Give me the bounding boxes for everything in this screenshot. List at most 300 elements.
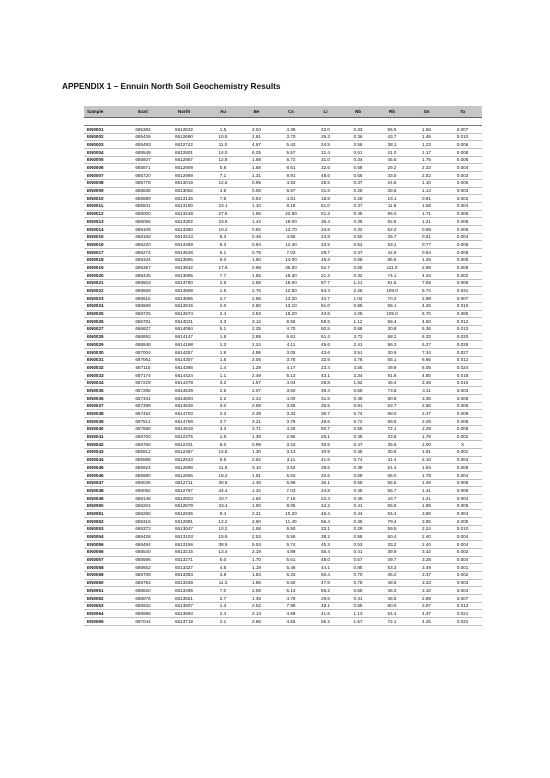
table-cell-au: 10.5 xyxy=(206,133,240,141)
table-cell-north: 6614084 xyxy=(162,325,206,333)
table-cell-cs: 3.23 xyxy=(273,441,309,449)
table-cell-au: 12.8 xyxy=(206,156,240,164)
table-cell-li: 18.8 xyxy=(309,195,342,203)
table-cell-east: 687285 xyxy=(124,387,162,395)
table-cell-li: 55.2 xyxy=(309,618,342,626)
table-cell-be: 0.82 xyxy=(240,225,273,233)
table-cell-sn: 1.91 xyxy=(410,448,443,456)
table-cell-north: 6613019 xyxy=(162,179,206,187)
table-cell-au: 7.1 xyxy=(206,172,240,180)
table-cell-rb: 74.1 xyxy=(374,272,410,280)
column-header-rb: Rb xyxy=(374,106,410,118)
table-cell-li: 61.0 xyxy=(309,302,342,310)
table-cell-ta: 0.021 xyxy=(443,610,482,618)
table-cell-sn: 2.88 xyxy=(410,295,443,303)
table-cell-sn: 5.72 xyxy=(410,287,443,295)
table-cell-nb: 0.85 xyxy=(342,564,374,572)
table-cell-li: 31.6 xyxy=(309,395,342,403)
table-cell-north: 6614649 xyxy=(162,402,206,410)
table-cell-nb: 4.76 xyxy=(342,356,374,364)
table-cell-east: 685607 xyxy=(124,156,162,164)
table-row xyxy=(84,502,482,510)
table-cell-li: 46.4 xyxy=(309,510,342,518)
table-cell-sn: 3.28 xyxy=(410,556,443,564)
table-cell-east: 686334 xyxy=(124,256,162,264)
table-cell-rb: 30.8 xyxy=(374,448,410,456)
table-cell-sample: EN0024 xyxy=(84,302,124,310)
table-cell-north: 6613136 xyxy=(162,195,206,203)
table-cell-li: 48.0 xyxy=(309,556,342,564)
table-cell-li: 34.8 xyxy=(309,225,342,233)
table-cell-ta: 0.004 xyxy=(443,233,482,241)
table-cell-au: 33.4 xyxy=(206,502,240,510)
table-cell-nb: 0.58 xyxy=(342,479,374,487)
table-cell-east: 687174 xyxy=(124,372,162,380)
table-cell-rb: 62.5 xyxy=(374,218,410,226)
table-cell-sample: EN0012 xyxy=(84,210,124,218)
table-cell-nb: 0.36 xyxy=(342,218,374,226)
table-cell-ta: 0.003 xyxy=(443,172,482,180)
table-cell-cs: 3.05 xyxy=(273,348,309,356)
table-cell-north: 6613865 xyxy=(162,295,206,303)
table-cell-ta: 0.002 xyxy=(443,272,482,280)
table-cell-east: 686596 xyxy=(124,556,162,564)
table-cell-be: 1.68 xyxy=(240,164,273,172)
table-cell-be: 2.04 xyxy=(240,126,273,134)
table-cell-li: 22.0 xyxy=(309,126,342,134)
table-cell-li: 34.2 xyxy=(309,502,342,510)
table-cell-east: 686837 xyxy=(124,325,162,333)
table-cell-be: 1.50 xyxy=(240,256,273,264)
table-cell-ta: 0.005 xyxy=(443,179,482,187)
table-cell-au: 5.1 xyxy=(206,325,240,333)
table-cell-east: 686540 xyxy=(124,548,162,556)
table-cell-ta: 0.006 xyxy=(443,402,482,410)
table-cell-north: 6612487 xyxy=(162,448,206,456)
table-cell-sn: 3.10 xyxy=(410,587,443,595)
table-cell-au: 4.6 xyxy=(206,564,240,572)
table-cell-sn: 3.42 xyxy=(410,548,443,556)
table-cell-au: 2.3 xyxy=(206,410,240,418)
table-cell-sn: 4.25 xyxy=(410,618,443,626)
table-cell-ta: 0.024 xyxy=(443,364,482,372)
table-cell-cs: 12.40 xyxy=(273,241,309,249)
table-cell-sample: EN0022 xyxy=(84,287,124,295)
table-cell-nb: 0.36 xyxy=(342,133,374,141)
table-cell-au: 5.0 xyxy=(206,556,240,564)
table-cell-ta: 0.004 xyxy=(443,587,482,595)
table-cell-sn: 1.78 xyxy=(410,471,443,479)
table-cell-sn: 1.21 xyxy=(410,495,443,503)
table-cell-li: 54.7 xyxy=(309,264,342,272)
table-cell-sample: EN0054 xyxy=(84,533,124,541)
table-cell-li: 39.6 xyxy=(309,464,342,472)
table-cell-sample: EN0057 xyxy=(84,556,124,564)
table-cell-cs: 4.83 xyxy=(273,618,309,626)
table-cell-sn: 2.29 xyxy=(410,425,443,433)
table-cell-cs: 18.00 xyxy=(273,218,309,226)
table-cell-sample: EN0058 xyxy=(84,564,124,572)
table-cell-north: 6613413 xyxy=(162,233,206,241)
table-cell-li: 22.4 xyxy=(309,495,342,503)
table-cell-ta: 0.004 xyxy=(443,541,482,549)
column-header-north: North xyxy=(162,106,206,118)
table-cell-ta: 0.006 xyxy=(443,225,482,233)
table-cell-nb: 0.88 xyxy=(342,325,374,333)
table-cell-li: 43.1 xyxy=(309,372,342,380)
table-cell-au: 43.7 xyxy=(206,495,240,503)
table-cell-li: 41.6 xyxy=(309,610,342,618)
table-cell-li: 61.3 xyxy=(309,210,342,218)
table-row xyxy=(84,149,482,157)
table-cell-au: 1.5 xyxy=(206,356,240,364)
table-cell-rb: 69.5 xyxy=(374,418,410,426)
table-cell-nb: 0.35 xyxy=(342,448,374,456)
table-cell-rb: 64.4 xyxy=(374,610,410,618)
table-cell-rb: 25.7 xyxy=(374,233,410,241)
table-cell-nb: 0.47 xyxy=(342,441,374,449)
table-cell-sn: 0.84 xyxy=(410,249,443,257)
table-cell-nb: 0.52 xyxy=(342,241,374,249)
table-cell-nb: 0.65 xyxy=(342,587,374,595)
table-cell-sample: EN0021 xyxy=(84,279,124,287)
table-cell-cs: 3.11 xyxy=(273,456,309,464)
table-cell-sn: 2.89 xyxy=(410,264,443,272)
table-cell-au: 2.4 xyxy=(206,610,240,618)
table-cell-be: 1.31 xyxy=(240,172,273,180)
table-cell-sn: 1.17 xyxy=(410,149,443,157)
table-row xyxy=(84,364,482,372)
table-cell-nb: 0.56 xyxy=(342,141,374,149)
table-cell-east: 686559 xyxy=(124,287,162,295)
table-cell-nb: 1.62 xyxy=(342,379,374,387)
table-cell-sample: EN0018 xyxy=(84,256,124,264)
table-cell-au: 1.4 xyxy=(206,364,240,372)
table-cell-ta: 0.006 xyxy=(443,141,482,149)
table-cell-cs: 13.10 xyxy=(273,302,309,310)
page-title: APPENDIX 1 – Ennuin North Soil Geochemistry Results xyxy=(62,81,281,91)
table-cell-au: 2.7 xyxy=(206,418,240,426)
table-cell-ta: 0.008 xyxy=(443,149,482,157)
table-row xyxy=(84,187,482,195)
table-cell-rb: 55.5 xyxy=(374,479,410,487)
table-cell-rb: 11.6 xyxy=(374,202,410,210)
table-cell-ta: 0.004 xyxy=(443,164,482,172)
table-cell-cs: 36.60 xyxy=(273,264,309,272)
table-cell-rb: 66.5 xyxy=(374,126,410,134)
table-row xyxy=(84,594,482,602)
table-cell-ta: 0.003 xyxy=(443,579,482,587)
table-cell-cs: 4.17 xyxy=(273,364,309,372)
column-header-sample: Sample xyxy=(84,106,124,118)
table-cell-be: 2.59 xyxy=(240,402,273,410)
table-cell-east: 685720 xyxy=(124,172,162,180)
table-cell-nb: 0.32 xyxy=(342,225,374,233)
table-row xyxy=(84,448,482,456)
table-cell-north: 6612375 xyxy=(162,433,206,441)
table-cell-cs: 18.50 xyxy=(273,279,309,287)
table-cell-north: 6612879 xyxy=(162,502,206,510)
table-cell-north: 6614478 xyxy=(162,379,206,387)
table-cell-sn: 1.94 xyxy=(410,464,443,472)
table-cell-ta: 0.005 xyxy=(443,418,482,426)
results-table xyxy=(84,106,482,626)
table-cell-sample: EN0009 xyxy=(84,187,124,195)
table-row xyxy=(84,172,482,180)
table-cell-rb: 84.4 xyxy=(374,510,410,518)
table-cell-rb: 111.0 xyxy=(374,264,410,272)
table-cell-cs: 5.48 xyxy=(273,564,309,572)
table-cell-rb: 41.0 xyxy=(374,149,410,157)
table-row xyxy=(84,256,482,264)
table-cell-cs: 3.13 xyxy=(273,448,309,456)
table-cell-rb: 61.4 xyxy=(374,464,410,472)
table-cell-be: 3.10 xyxy=(240,464,273,472)
table-cell-ta: 0.013 xyxy=(443,325,482,333)
table-cell-north: 6612969 xyxy=(162,172,206,180)
table-cell-cs: 8.05 xyxy=(273,502,309,510)
table-cell-sn: 2.24 xyxy=(410,525,443,533)
table-cell-li: 31.6 xyxy=(309,187,342,195)
table-cell-north: 6613215 xyxy=(162,548,206,556)
table-cell-ta: 0.007 xyxy=(443,126,482,134)
table-cell-au: 17.9 xyxy=(206,264,240,272)
table-cell-sample: EN0016 xyxy=(84,241,124,249)
table-row xyxy=(84,372,482,380)
table-cell-sample: EN0019 xyxy=(84,264,124,272)
table-row xyxy=(84,610,482,618)
table-cell-sn: 2.47 xyxy=(410,410,443,418)
table-cell-sn: 7.59 xyxy=(410,279,443,287)
table-cell-north: 6613327 xyxy=(162,564,206,572)
table-cell-au: 1.8 xyxy=(206,333,240,341)
table-cell-au: 2.4 xyxy=(206,310,240,318)
table-cell-north: 6614539 xyxy=(162,387,206,395)
table-cell-rb: 46.4 xyxy=(374,379,410,387)
table-cell-sn: 1.56 xyxy=(410,126,443,134)
table-cell-cs: 7.16 xyxy=(273,495,309,503)
table-cell-sn: 1.88 xyxy=(410,502,443,510)
table-cell-ta: 0.004 xyxy=(443,456,482,464)
table-cell-rb: 46.0 xyxy=(374,587,410,595)
table-cell-sample: EN0041 xyxy=(84,433,124,441)
table-cell-sample: EN0014 xyxy=(84,225,124,233)
table-cell-au: 13.4 xyxy=(206,548,240,556)
table-row xyxy=(84,464,482,472)
table-cell-nb: 0.72 xyxy=(342,418,374,426)
table-cell-rb: 43.7 xyxy=(374,133,410,141)
table-cell-be: 2.60 xyxy=(240,518,273,526)
table-cell-nb: 0.57 xyxy=(342,556,374,564)
table-cell-ta: 0.010 xyxy=(443,133,482,141)
table-cell-au: 30.9 xyxy=(206,479,240,487)
table-cell-sn: 7.34 xyxy=(410,348,443,356)
table-cell-north: 6614703 xyxy=(162,410,206,418)
table-cell-be: 1.10 xyxy=(240,202,273,210)
table-cell-nb: 1.02 xyxy=(342,295,374,303)
table-cell-east: 686484 xyxy=(124,541,162,549)
table-cell-cs: 5.13 xyxy=(273,587,309,595)
table-cell-au: 1.3 xyxy=(206,341,240,349)
table-cell-rb: 56.4 xyxy=(374,318,410,326)
table-cell-nb: 4.26 xyxy=(342,310,374,318)
table-cell-sn: 2.10 xyxy=(410,456,443,464)
table-cell-nb: 0.48 xyxy=(342,395,374,403)
table-cell-ta: 0.006 xyxy=(443,279,482,287)
table-cell-nb: 0.37 xyxy=(342,179,374,187)
table-cell-east: 686000 xyxy=(124,210,162,218)
table-row xyxy=(84,287,482,295)
table-cell-au: 7.7 xyxy=(206,272,240,280)
table-cell-cs: 4.89 xyxy=(273,548,309,556)
table-cell-be: 3.83 xyxy=(240,310,273,318)
table-cell-rb: 35.6 xyxy=(374,441,410,449)
table-cell-sample: EN0052 xyxy=(84,518,124,526)
table-cell-ta: 0.009 xyxy=(443,410,482,418)
table-cell-north: 6614198 xyxy=(162,341,206,349)
table-cell-north: 6614307 xyxy=(162,356,206,364)
table-cell-au: 11.3 xyxy=(206,579,240,587)
table-cell-nb: 0.68 xyxy=(342,387,374,395)
table-cell-east: 687229 xyxy=(124,379,162,387)
table-cell-east: 686615 xyxy=(124,295,162,303)
table-cell-li: 61.4 xyxy=(309,333,342,341)
table-cell-rb: 55.7 xyxy=(374,487,410,495)
table-cell-li: 24.5 xyxy=(309,141,342,149)
table-cell-be: 2.81 xyxy=(240,133,273,141)
table-cell-east: 686166 xyxy=(124,233,162,241)
table-cell-cs: 11.40 xyxy=(273,518,309,526)
table-cell-nb: 0.61 xyxy=(342,149,374,157)
table-cell-cs: 6.50 xyxy=(273,525,309,533)
column-header-cs: Cs xyxy=(273,106,309,118)
table-cell-north: 6613808 xyxy=(162,287,206,295)
table-cell-east: 686503 xyxy=(124,279,162,287)
table-cell-nb: 2.41 xyxy=(342,341,374,349)
table-cell-li: 30.9 xyxy=(309,448,342,456)
table-cell-east: 686260 xyxy=(124,510,162,518)
table-cell-sn: 1.75 xyxy=(410,156,443,164)
table-cell-au: 2.2 xyxy=(206,395,240,403)
table-cell-au: 10.2 xyxy=(206,525,240,533)
table-cell-nb: 0.53 xyxy=(342,541,374,549)
table-cell-ta: 0.005 xyxy=(443,479,482,487)
table-cell-be: 0.99 xyxy=(240,441,273,449)
table-cell-sn: 6.27 xyxy=(410,341,443,349)
table-cell-ta: 0.013 xyxy=(443,602,482,610)
table-cell-cs: 3.33 xyxy=(273,410,309,418)
table-cell-sn: 1.58 xyxy=(410,202,443,210)
table-cell-sn: 6.66 xyxy=(410,356,443,364)
table-cell-be: 1.29 xyxy=(240,364,273,372)
table-cell-ta: 0.065 xyxy=(443,310,482,318)
table-cell-cs: 4.04 xyxy=(273,379,309,387)
table-row xyxy=(84,395,482,403)
table-cell-be: 1.48 xyxy=(240,479,273,487)
table-body xyxy=(84,118,482,626)
table-cell-east: 685493 xyxy=(124,141,162,149)
table-cell-nb: 1.21 xyxy=(342,279,374,287)
table-cell-au: 8.3 xyxy=(206,233,240,241)
table-cell-rb: 56.1 xyxy=(374,302,410,310)
table-cell-sample: EN0031 xyxy=(84,356,124,364)
table-cell-be: 2.05 xyxy=(240,356,273,364)
table-cell-li: 21.3 xyxy=(309,272,342,280)
table-cell-sample: EN0026 xyxy=(84,318,124,326)
table-cell-nb: 3.51 xyxy=(342,348,374,356)
table-cell-cs: 13.20 xyxy=(273,295,309,303)
table-row xyxy=(84,156,482,164)
table-row xyxy=(84,310,482,318)
table-cell-north: 6614424 xyxy=(162,372,206,380)
table-cell-cs: 4.39 xyxy=(273,126,309,134)
table-row xyxy=(84,218,482,226)
table-cell-ta: 0.007 xyxy=(443,594,482,602)
table-cell-be: 1.85 xyxy=(240,210,273,218)
table-header-row xyxy=(84,106,482,118)
table-cell-sample: EN0025 xyxy=(84,310,124,318)
table-cell-nb: 0.33 xyxy=(342,126,374,134)
table-cell-sn: 6.33 xyxy=(410,333,443,341)
table-cell-east: 686274 xyxy=(124,249,162,257)
table-cell-li: 47.6 xyxy=(309,579,342,587)
table-cell-nb: 0.32 xyxy=(342,272,374,280)
table-cell-sample: EN0046 xyxy=(84,471,124,479)
table-cell-au: 6.1 xyxy=(206,249,240,257)
table-cell-ta: 0.004 xyxy=(443,471,482,479)
table-cell-rb: 50.4 xyxy=(374,533,410,541)
table-cell-east: 686445 xyxy=(124,272,162,280)
table-cell-rb: 46.2 xyxy=(374,571,410,579)
table-row xyxy=(84,441,482,449)
table-cell-rb: 48.5 xyxy=(374,579,410,587)
table-cell-au: 7.8 xyxy=(206,195,240,203)
table-cell-rb: 45.5 xyxy=(374,156,410,164)
table-cell-li: 32.6 xyxy=(309,471,342,479)
table-row xyxy=(84,533,482,541)
table-cell-cs: 5.43 xyxy=(273,141,309,149)
table-row xyxy=(84,225,482,233)
table-cell-sn: 3.36 xyxy=(410,379,443,387)
table-cell-rb: 49.9 xyxy=(374,364,410,372)
table-row xyxy=(84,249,482,257)
table-row xyxy=(84,471,482,479)
table-cell-be: 2.80 xyxy=(240,302,273,310)
table-cell-cs: 4.25 xyxy=(273,425,309,433)
table-cell-ta: 0.003 xyxy=(443,187,482,195)
table-cell-east: 685549 xyxy=(124,149,162,157)
table-cell-sn: 3.80 xyxy=(410,510,443,518)
table-cell-nb: 1.13 xyxy=(342,610,374,618)
table-row xyxy=(84,241,482,249)
table-cell-au: 1.5 xyxy=(206,287,240,295)
table-cell-sample: EN0044 xyxy=(84,456,124,464)
table-cell-north: 6613974 xyxy=(162,310,206,318)
table-cell-ta: 0.006 xyxy=(443,241,482,249)
table-cell-au: 3.3 xyxy=(206,425,240,433)
table-cell-be: 0.78 xyxy=(240,249,273,257)
table-cell-au: 44.4 xyxy=(206,487,240,495)
table-cell-ta: 0.028 xyxy=(443,341,482,349)
table-cell-ta: 0.006 xyxy=(443,264,482,272)
table-cell-rb: 41.4 xyxy=(374,456,410,464)
table-cell-east: 685924 xyxy=(124,464,162,472)
table-cell-li: 31.0 xyxy=(309,156,342,164)
table-cell-au: 18.2 xyxy=(206,471,240,479)
table-cell-au: 1.9 xyxy=(206,348,240,356)
table-cell-au: 2.0 xyxy=(206,302,240,310)
table-cell-cs: 5.63 xyxy=(273,471,309,479)
